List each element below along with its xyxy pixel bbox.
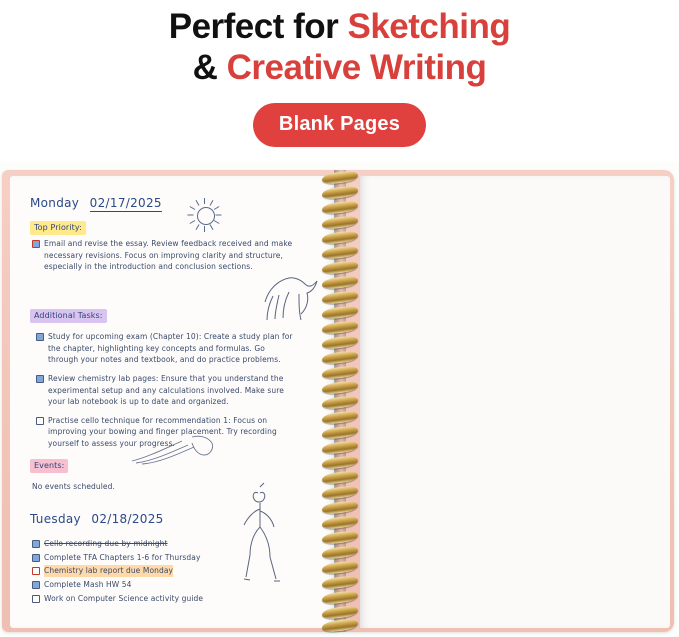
checkbox-icon[interactable] [32, 581, 40, 589]
task-text: Practise cello technique for recommendation 1: Focus on improving your bowing and finger placement. Try recording yourself to assess your progress. [48, 415, 277, 448]
additional-tasks-label: Additional Tasks: [30, 309, 107, 323]
list-item[interactable] [32, 552, 282, 564]
task-text: Review chemistry lab pages: Ensure that you understand the experimental setup and any calculations involved. Make sure your lab notebook is up to date and organized. [48, 373, 284, 407]
top-priority-tag-row [30, 221, 86, 235]
list-item[interactable] [36, 331, 294, 366]
spiral-binding [318, 170, 362, 632]
checkbox-icon[interactable] [36, 417, 44, 425]
headline-line-1 [0, 6, 679, 47]
list-item[interactable] [32, 593, 282, 605]
sun-doodle [188, 198, 222, 232]
tuesday-item-text: Complete Mash HW 54 [44, 579, 132, 589]
headline-plain-1: Perfect for [168, 7, 348, 46]
tuesday-heading [30, 510, 164, 529]
date-tuesday: 02/18/2025 [91, 512, 164, 526]
list-item[interactable] [36, 415, 294, 450]
headline-plain-2: & [192, 48, 227, 88]
top-priority-text [32, 238, 294, 275]
headline-line-2 [0, 47, 679, 88]
top-priority-label: Top Priority: [30, 221, 86, 235]
right-page [360, 176, 670, 628]
task-list [36, 331, 294, 457]
badge-container [0, 103, 679, 147]
checkbox-icon[interactable] [36, 333, 44, 341]
date-monday: 02/17/2025 [89, 196, 162, 210]
monday-heading [30, 194, 162, 213]
tuesday-list [32, 538, 282, 606]
task-text: Study for upcoming exam (Chapter 10): Create a study plan for the chapter, highlighting key concepts and formulas. Go through your notes and textbook, and do practice problems. [48, 332, 293, 365]
list-item[interactable] [32, 565, 282, 577]
tuesday-item-text: Cello recording due by midnight [44, 539, 168, 548]
events-label: Events: [30, 459, 68, 473]
list-item[interactable] [32, 579, 282, 591]
top-priority-body: Email and revise the essay. Review feedback received and make necessary revisions. Focus on improving clarity and structure, especially in the introduction and conclusion sections. [44, 239, 293, 272]
checkbox-icon[interactable] [32, 540, 40, 548]
headline-accent-1: Sketching [347, 7, 511, 46]
day-label-tuesday: Tuesday [30, 512, 81, 526]
list-item[interactable] [32, 538, 282, 550]
checkbox-icon[interactable] [32, 567, 40, 575]
list-item[interactable] [36, 373, 294, 408]
checkbox-icon[interactable] [32, 240, 40, 248]
tuesday-item-text: Complete TFA Chapters 1-6 for Thursday [44, 552, 201, 562]
events-text: No events scheduled. [32, 482, 115, 491]
additional-tasks-tag-row [30, 309, 107, 323]
left-page [10, 176, 335, 628]
promo-header [0, 0, 679, 147]
checkbox-icon[interactable] [36, 375, 44, 383]
tuesday-item-text: Work on Computer Science activity guide [44, 593, 204, 603]
tuesday-item-text: Chemistry lab report due Monday [44, 566, 174, 576]
events-tag-row [30, 459, 68, 473]
headline-accent-2: Creative Writing [226, 48, 487, 88]
day-label-monday: Monday [30, 196, 80, 210]
notebook-photo [0, 162, 679, 637]
blank-pages-badge: Blank Pages [253, 103, 426, 147]
checkbox-icon[interactable] [32, 595, 40, 603]
checkbox-icon[interactable] [32, 554, 40, 562]
